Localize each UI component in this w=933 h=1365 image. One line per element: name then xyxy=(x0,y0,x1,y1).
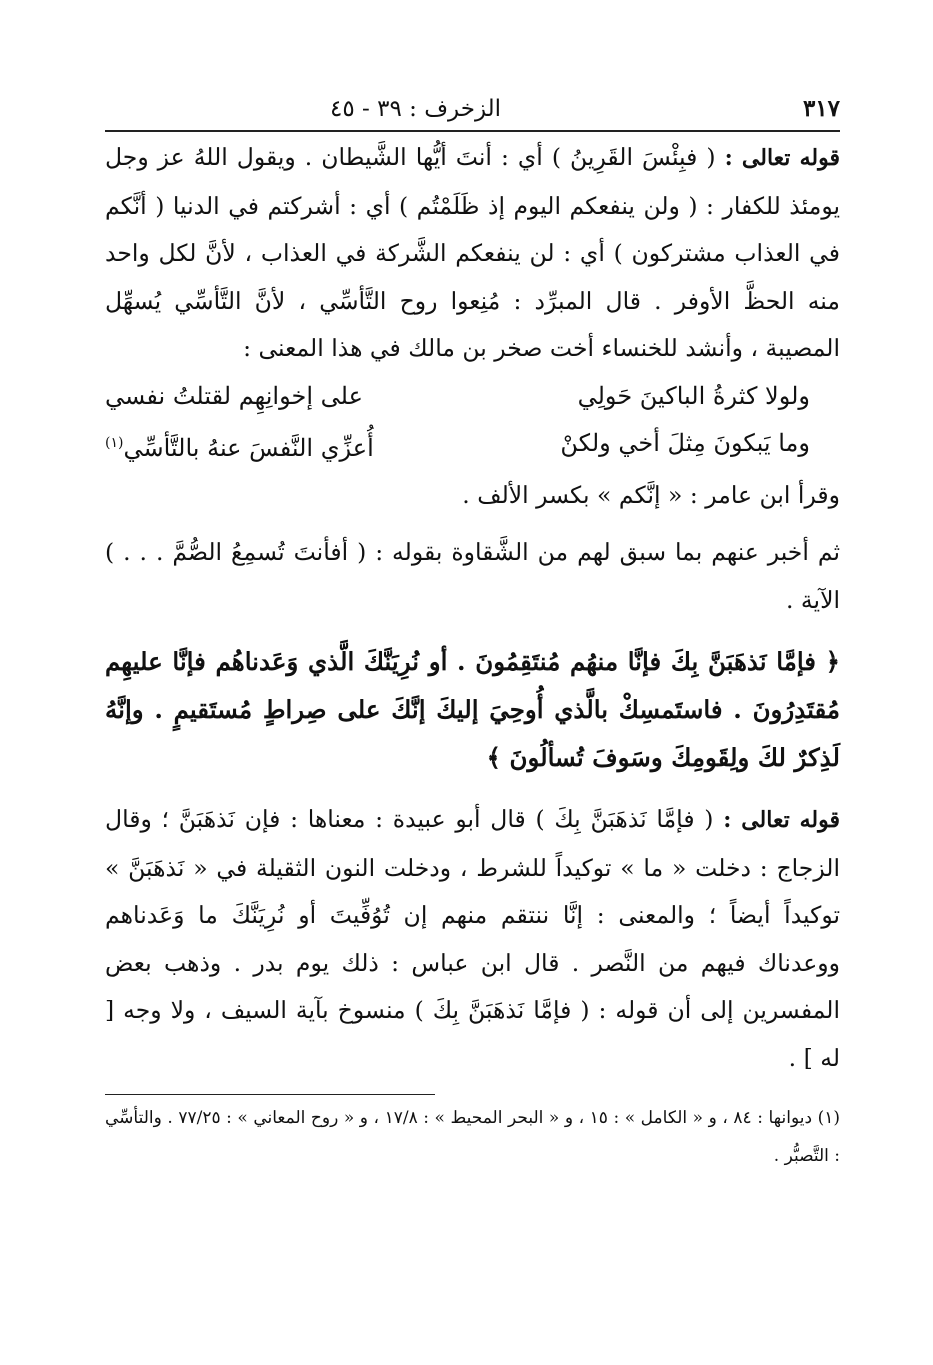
page-header xyxy=(105,88,840,122)
header-rule xyxy=(105,130,840,132)
paragraph-lead: قوله تعالى : xyxy=(724,145,840,171)
spacer xyxy=(105,624,840,638)
paragraph-3: ثم أخبر عنهم بما سبق لهم من الشَّقاوة بقوله : ( أفأنتَ تُسمِعُ الصُّمَّ . . . ) الآية . xyxy=(105,538,840,614)
hemistich-first: ولولا كثرةُ الباكينَ حَولِي xyxy=(577,381,810,410)
running-title: الزخرف : ٣٩ - ٤٥ xyxy=(330,96,502,122)
hemistich-first: وما يَبكونَ مِثلَ أخي ولكنْ xyxy=(560,428,810,457)
page xyxy=(105,88,840,1175)
hemistich-second: على إخوانِهِم لقتلتُ نفسي xyxy=(105,381,363,410)
paragraph-1 xyxy=(105,134,840,373)
paragraph-2: وقرأ ابن عامر : « إنَّكم » بكسر الألف . xyxy=(462,480,840,509)
quran-verses: ﴿ فإمَّا نَذهَبَنَّ بِكَ فإنَّا منهُم مُنتَقِمُونَ . أو نُرِيَنَّكَ الَّذي وَعَدناهُم فإنَّا عليهِم مُقتَدِرُونَ . فاستَمسِكْ بالَّذي أُوحِيَ إليكَ إنَّكَ على صِراطٍ مُستَقيمٍ . وإنَّهُ لَذِكرٌ لكَ ولِقَومِكَ وسَوفَ تُسألُونَ ﴾ xyxy=(105,647,840,772)
spacer xyxy=(105,782,840,796)
footnote-marker: (١) xyxy=(105,434,124,451)
paragraph-text: ( فإمَّا نَذهَبَنَّ بِكَ ) قال أبو عبيدة : معناها : فإن نَذهَبَنَّ ؛ وقال الزجاج : دخلت « ما » توكيداً للشرط ، ودخلت النون الثقيلة في « نَذهَبَنَّ » توكيداً أيضاً ؛ والمعنى : إنَّا ننتقم منهم إن تُوُفِّيتَ أو نُرِيَنَّكَ ما وَعَدناهم ووعدناك فيهم من النَّصر . قال ابن عباس : ذلك يوم بدر . وذهب بعض المفسرين إلى أن قوله : ( فإمَّا نَذهَبَنَّ بِكَ ) منسوخ بآية السيف ، ولا وجه [ له ] . xyxy=(105,805,840,1072)
spacer xyxy=(105,519,840,529)
paragraph-lead: قوله تعالى : xyxy=(723,807,840,833)
footnote: (١) ديوانها : ٨٤ ، و « الكامل » : ١٥ ، و « البحر المحيط » : ١٧/٨ ، و « روح المعاني » : ٧٧/٢٥ . والتأسِّي : التَّصبُّر . xyxy=(105,1108,840,1166)
paragraph-text: ( فبِئْسَ القَرِينُ ) أي : أنتَ أيُّها الشَّيطان . ويقول اللهُ عز وجل يومئذ للكفار : ( ولن ينفعكم اليوم إذ ظَلَمْتُم ) أي : أشركتم في الدنيا ( أنَّكم في العذاب مشتركون ) أي : لن ينفعكم الشَّركة في العذاب ، لأنَّ لكل واحد منه الحظَّ الأوفر . قال المبرِّد : مُنِعوا روح التَّأسِّي ، لأنَّ التَّأسِّي يُسهِّل المصيبة ، وأنشد للخنساء أخت صخر بن مالك في هذا المعنى : xyxy=(105,143,840,362)
poem-line-2 xyxy=(105,420,840,472)
poem xyxy=(105,373,840,472)
page-number: ٣١٧ xyxy=(802,95,840,122)
poem-line-1 xyxy=(105,373,840,420)
hemistich-second xyxy=(105,420,374,472)
hemistich-text: أُعزِّي النَّفسَ عنهُ بالتَّأسِّي xyxy=(123,433,374,462)
paragraph-4 xyxy=(105,796,840,1082)
footnote-rule xyxy=(105,1094,435,1095)
